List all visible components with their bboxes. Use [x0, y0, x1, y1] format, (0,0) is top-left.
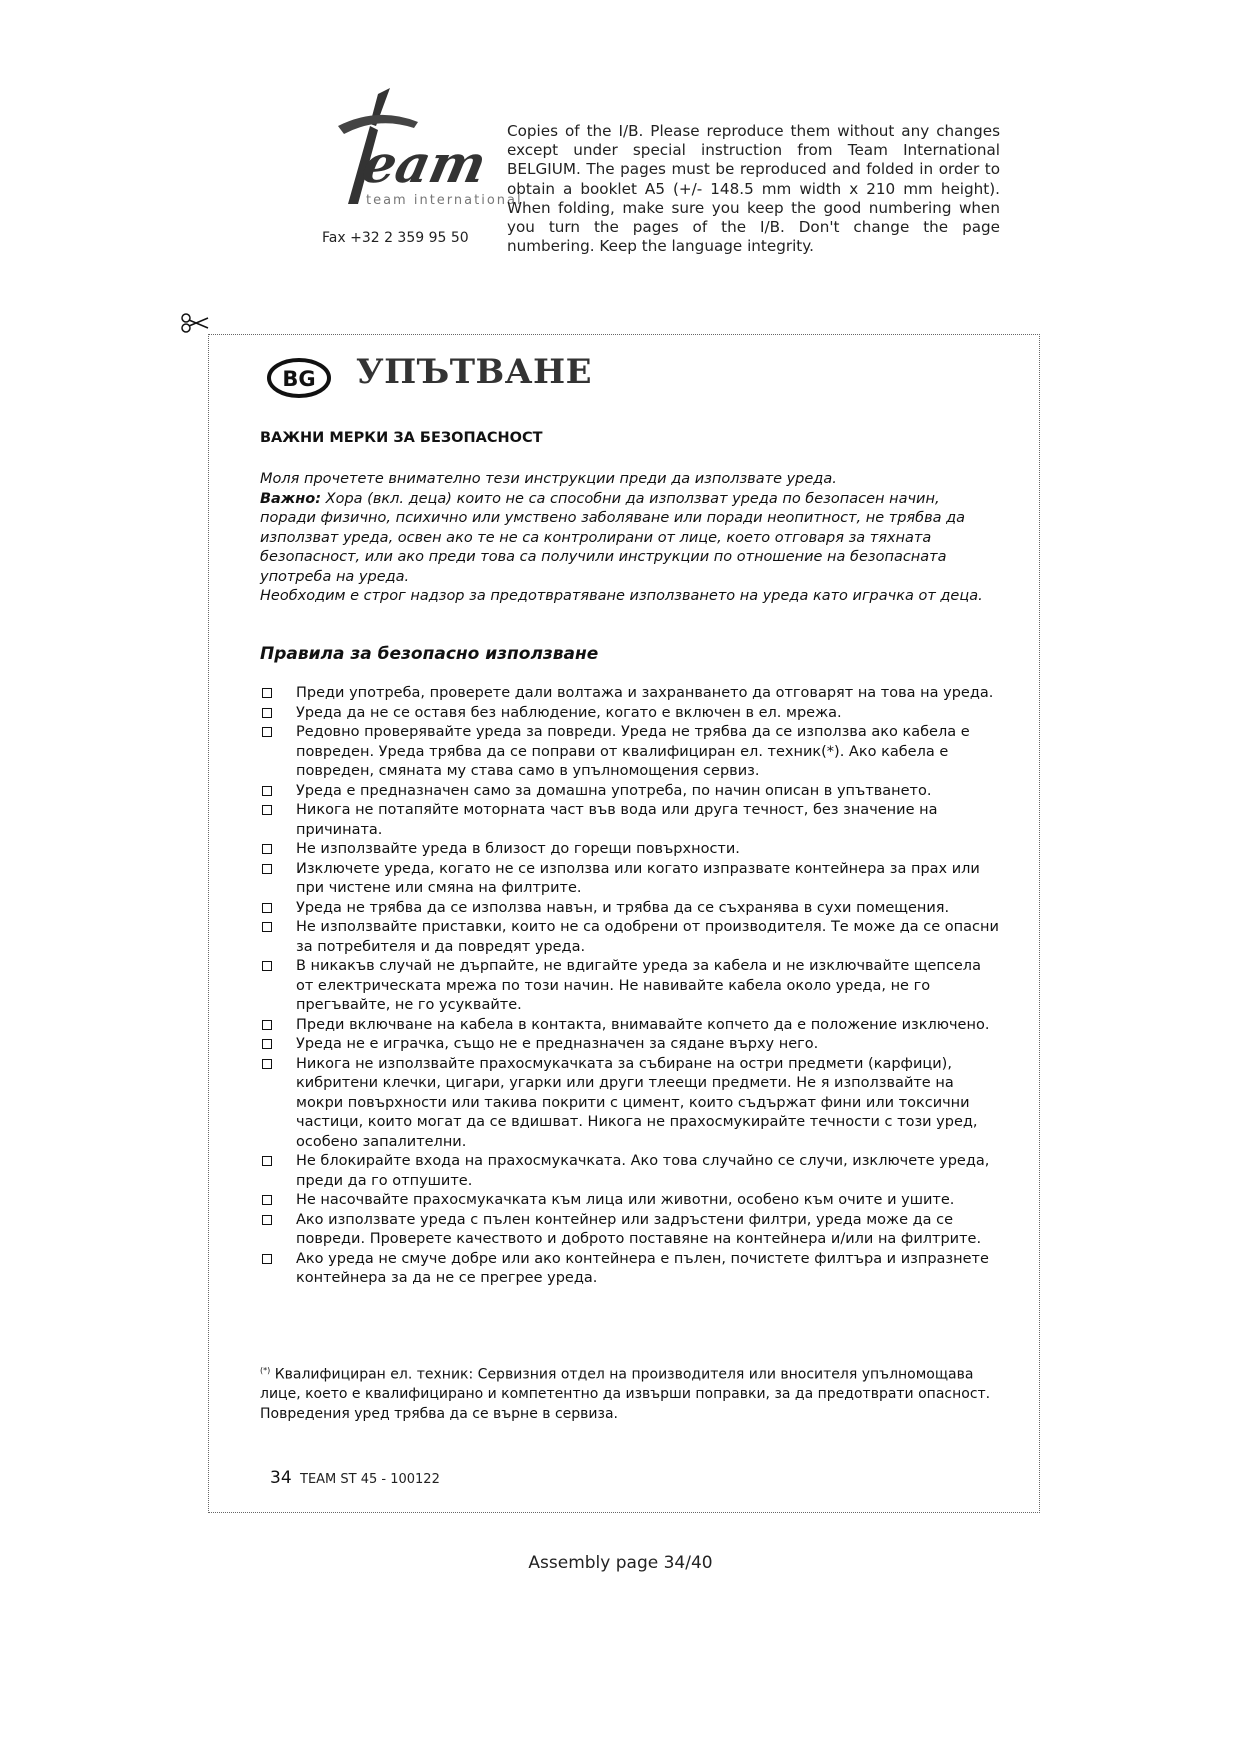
- reproduction-note: Copies of the I/B. Please reproduce them without any changes except under special instruction from Team International BELGIUM. The pages must be reproduced and folded in order to obtain a booklet A5 (+/- 148.5 mm width x 210 mm height). When folding, make sure you keep the good numbering when you turn the pages of the I/B. Don't change the page numbering. Keep the language integrity.: [507, 122, 1000, 256]
- svg-text:eam: eam: [356, 134, 492, 195]
- checkbox-bullet-icon: [262, 1195, 272, 1205]
- checkbox-bullet-icon: [262, 1215, 272, 1225]
- list-item: Не използвайте уреда в близост до горещи повърхности.: [260, 840, 1000, 860]
- page-title: УПЪТВАНЕ: [356, 352, 592, 392]
- checkbox-bullet-icon: [262, 1156, 272, 1166]
- rules-subheading: Правила за безопасно използване: [260, 644, 599, 664]
- checkbox-bullet-icon: [262, 922, 272, 932]
- list-item: Преди употреба, проверете дали волтажа и захранването да отговарят на това на уреда.: [260, 684, 1000, 704]
- supervision-line: Необходим е строг надзор за предотвратяване използването на уреда като играчка от деца.: [260, 588, 983, 604]
- checkbox-bullet-icon: [262, 1059, 272, 1069]
- checkbox-bullet-icon: [262, 844, 272, 854]
- list-item: Ако уреда не смуче добре или ако контейнера е пълен, почистете филтъра и изпразнете контейнера за да не се прегрее уреда.: [260, 1250, 1000, 1289]
- safety-rules-list: [260, 684, 1000, 1289]
- list-item: Не използвайте приставки, които не са одобрени от производителя. Те може да се опасни за потребителя и да повредят уреда.: [260, 918, 1000, 957]
- svg-text:BG: BG: [282, 367, 316, 391]
- important-paragraph: [260, 490, 1000, 588]
- list-item: Не насочвайте прахосмукачката към лица или животни, особено към очите и ушите.: [260, 1191, 1000, 1211]
- intro-paragraph: [260, 470, 1000, 607]
- list-item: Не блокирайте входа на прахосмукачката. Ако това случайно се случи, изключете уреда, преди да го отпушите.: [260, 1152, 1000, 1191]
- svg-text:team international: team international: [366, 193, 523, 208]
- list-item: Изключете уреда, когато не се използва или когато изпразвате контейнера за прах или при чистене или смяна на филтрите.: [260, 860, 1000, 899]
- team-logo: [318, 86, 523, 216]
- list-item: Преди включване на кабела в контакта, внимавайте копчето да е положение изключено.: [260, 1016, 1000, 1036]
- list-item: Редовно проверявайте уреда за повреди. Уреда не трябва да се използва ако кабела е повреден. Уреда трябва да се поправи от квалифициран ел. техник(*). Ако кабела е повреден, смяната му става само в упълномощения сервиз.: [260, 723, 1000, 782]
- intro-line: Моля прочетете внимателно тези инструкции преди да използвате уреда.: [260, 471, 837, 487]
- list-item: Уреда не трябва да се използва навън, и трябва да се съхранява в сухи помещения.: [260, 899, 1000, 919]
- safety-heading: ВАЖНИ МЕРКИ ЗА БЕЗОПАСНОСТ: [260, 430, 543, 446]
- page-number: 34: [270, 1468, 292, 1488]
- fax-number: Fax +32 2 359 95 50: [322, 230, 469, 246]
- checkbox-bullet-icon: [262, 1254, 272, 1264]
- checkbox-bullet-icon: [262, 786, 272, 796]
- list-item: Никога не използвайте прахосмукачката за събиране на остри предмети (карфици), кибритени клечки, цигари, угарки или други тлеещи предмети. Не я използвайте на мокри повърхности или такива покрити с цимент, които съдържат фини или токсични частици, които могат да се вдишват. Никога не прахосмукирайте течности с този уред, особено запалителни.: [260, 1055, 1000, 1153]
- important-label: Важно:: [260, 490, 322, 507]
- language-badge: [266, 357, 332, 399]
- list-item: Уреда не е играчка, също не е предназначен за сядане върху него.: [260, 1035, 1000, 1055]
- checkbox-bullet-icon: [262, 1039, 272, 1049]
- checkbox-bullet-icon: [262, 1020, 272, 1030]
- model-code: TEAM ST 45 - 100122: [300, 1472, 440, 1487]
- important-text: Хора (вкл. деца) които не са способни да използват уреда по безопасен начин, поради физично, психично или умствено заболяване или поради неопитност, не трябва да използват уреда, освен ако те не са контролирани от лице, което отговаря за тяхната безопасност, или ако преди това са получили инструкции по отношение на безопасната употреба на уреда.: [260, 490, 966, 585]
- scissors-icon: [180, 312, 210, 334]
- checkbox-bullet-icon: [262, 805, 272, 815]
- footnote-text: Квалифициран ел. техник: Сервизния отдел на производителя или вносителя упълномощава лице, което е квалифицирано и компетентно да извърши поправки, за да предотврати опасност. Повредения уред трябва да се върне в сервиза.: [260, 1366, 991, 1422]
- checkbox-bullet-icon: [262, 708, 272, 718]
- footnote-mark: (*): [260, 1366, 271, 1375]
- list-item: Уреда е предназначен само за домашна употреба, по начин описан в упътването.: [260, 782, 1000, 802]
- checkbox-bullet-icon: [262, 688, 272, 698]
- checkbox-bullet-icon: [262, 727, 272, 737]
- list-item: Уреда да не се оставя без наблюдение, когато е включен в ел. мрежа.: [260, 704, 1000, 724]
- footnote: [260, 1361, 1000, 1424]
- list-item: Ако използвате уреда с пълен контейнер или задръстени филтри, уреда може да се повреди. Проверете качеството и доброто поставяне на контейнера и/или на филтрите.: [260, 1211, 1000, 1250]
- list-item: Никога не потапяйте моторната част във вода или друга течност, без значение на причината.: [260, 801, 1000, 840]
- checkbox-bullet-icon: [262, 903, 272, 913]
- checkbox-bullet-icon: [262, 864, 272, 874]
- checkbox-bullet-icon: [262, 961, 272, 971]
- list-item: В никакъв случай не дърпайте, не вдигайте уреда за кабела и не изключвайте щепсела от електрическата мрежа по този начин. Не навивайте кабела около уреда, не го прегъвайте, не го усуквайте.: [260, 957, 1000, 1016]
- assembly-page-label: Assembly page 34/40: [528, 1553, 713, 1573]
